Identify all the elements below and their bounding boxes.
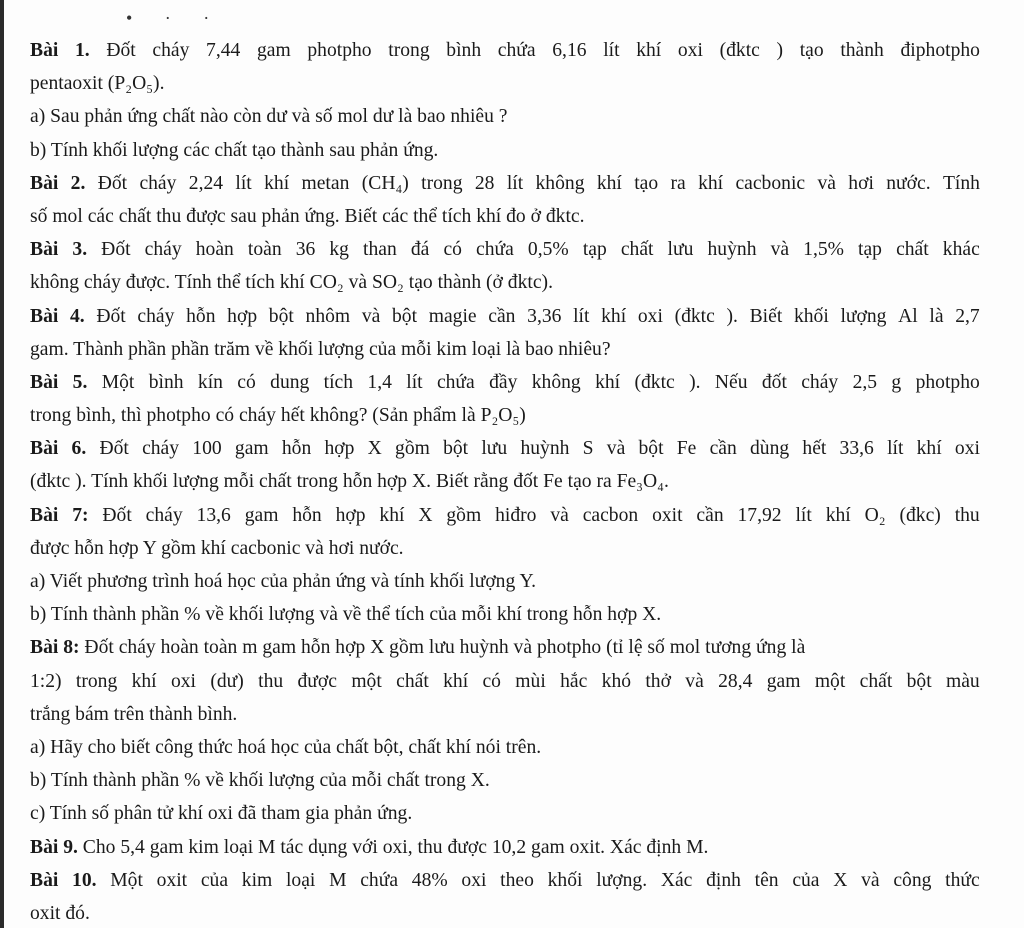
decorative-dots: • · · [126, 8, 224, 28]
text-line: Bài 6. Đốt cháy 100 gam hỗn hợp X gồm bột lưu huỳnh S và bột Fe cần dùng hết 33,6 lít khí oxi [30, 438, 980, 460]
text-line: trong bình, thì photpho có cháy hết không? (Sản phẩm là P₂O₅) [30, 405, 526, 427]
text-line: Bài 1. Đốt cháy 7,44 gam photpho trong bình chứa 6,16 lít khí oxi (đktc ) tạo thành điphotpho [30, 40, 980, 61]
text-line: oxit đó. [30, 902, 90, 924]
text-line: Bài 5. Một bình kín có dung tích 1,4 lít chứa đầy không khí (đktc ). Nếu đốt cháy 2,5 g photpho [30, 371, 980, 393]
text-line: không cháy được. Tính thể tích khí CO₂ và SO₂ tạo thành (ở đktc). [30, 272, 553, 294]
text-line: Bài 8: Đốt cháy hoàn toàn m gam hỗn hợp X gồm lưu huỳnh và photpho (tỉ lệ số mol tương ứng là [30, 637, 806, 659]
text-line: a) Sau phản ứng chất nào còn dư và số mol dư là bao nhiêu ? [30, 106, 508, 128]
text-line: Bài 9. Cho 5,4 gam kim loại M tác dụng với oxi, thu được 10,2 gam oxit. Xác định M. [30, 836, 709, 858]
text-line: (đktc ). Tính khối lượng mỗi chất trong hỗn hợp X. Biết rằng đốt Fe tạo ra Fe₃O₄. [30, 471, 669, 493]
text-line: b) Tính thành phần % về khối lượng và về thể tích của mỗi khí trong hỗn hợp X. [30, 604, 662, 626]
text-line: số mol các chất thu được sau phản ứng. Biết các thể tích khí đo ở đktc. [30, 205, 585, 227]
text-line: Bài 7: Đốt cháy 13,6 gam hỗn hợp khí X gồm hiđro và cacbon oxit cần 17,92 lít khí O₂ (đkc) thu [30, 504, 980, 526]
text-line: 1:2) trong khí oxi (dư) thu được một chất khí có mùi hắc khó thở và 28,4 gam một chất bột màu [30, 670, 980, 692]
text-line: a) Viết phương trình hoá học của phản ứng và tính khối lượng Y. [30, 571, 536, 592]
text-line: Bài 3. Đốt cháy hoàn toàn 36 kg than đá có chứa 0,5% tạp chất lưu huỳnh và 1,5% tạp chất khác [30, 239, 980, 261]
exercise-text [30, 34, 980, 930]
text-line: Bài 2. Đốt cháy 2,24 lít khí metan (CH₄) trong 28 lít không khí tạo ra khí cacbonic và hơi nước. Tính [30, 172, 980, 194]
text-line: c) Tính số phân tử khí oxi đã tham gia phản ứng. [30, 803, 413, 825]
text-line: a) Hãy cho biết công thức hoá học của chất bột, chất khí nói trên. [30, 736, 542, 758]
text-line: trắng bám trên thành bình. [30, 703, 238, 725]
text-line: b) Tính khối lượng các chất tạo thành sau phản ứng. [30, 139, 439, 161]
text-line: pentaoxit (P₂O₅). [30, 73, 165, 95]
text-line: gam. Thành phần phần trăm về khối lượng của mỗi kim loại là bao nhiêu? [30, 338, 611, 360]
text-line: được hỗn hợp Y gồm khí cacbonic và hơi nước. [30, 537, 404, 559]
text-line: Bài 4. Đốt cháy hỗn hợp bột nhôm và bột magie cần 3,36 lít khí oxi (đktc ). Biết khối lượng Al là 2,7 [30, 305, 980, 327]
text-line: Bài 10. Một oxit của kim loại M chứa 48% oxi theo khối lượng. Xác định tên của X và công thức [30, 869, 980, 891]
text-line: b) Tính thành phần % về khối lượng của mỗi chất trong X. [30, 770, 490, 792]
